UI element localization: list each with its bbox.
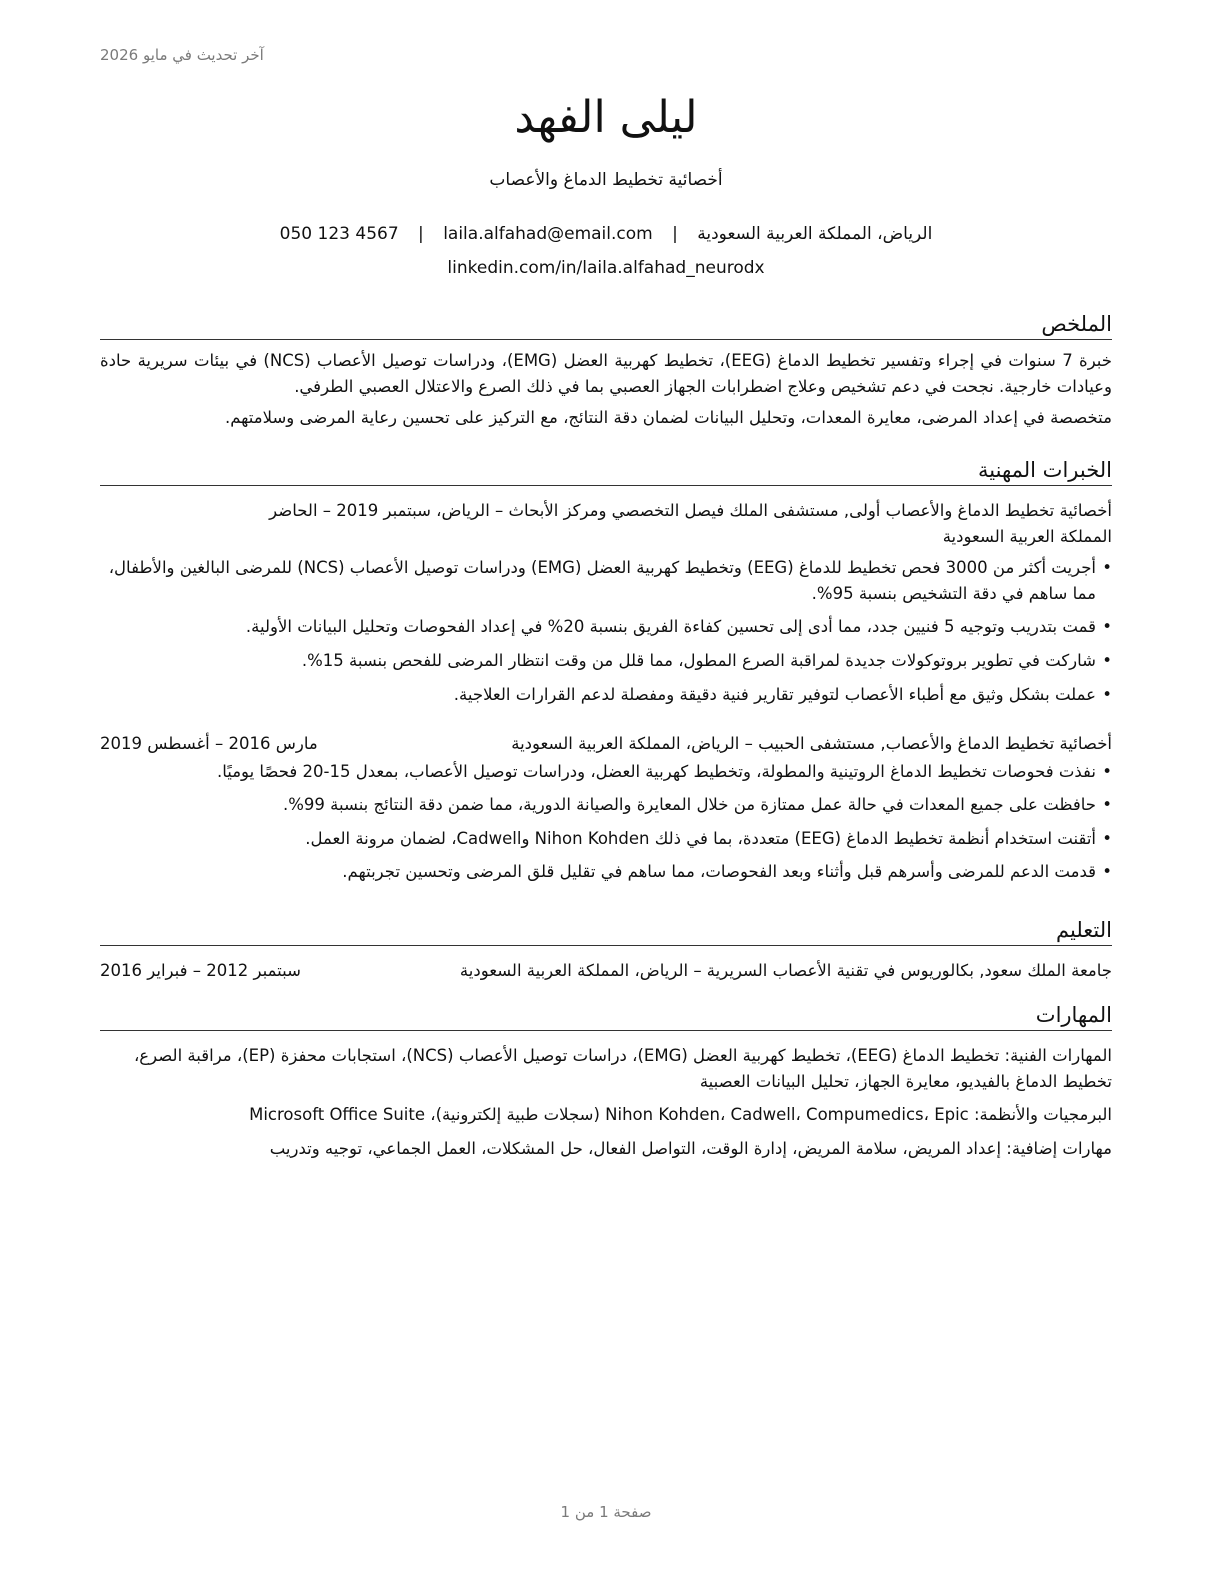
list-item: • نفذت فحوصات تخطيط الدماغ الروتينية والمطولة، وتخطيط كهربية العضل، ودراسات توصيل الأعصاب، بمعدل 15-20 فحصًا يوميًا.: [100, 759, 1112, 785]
contact-location: الرياض، المملكة العربية السعودية: [697, 224, 933, 244]
education-dates: سبتمبر 2012 – فبراير 2016: [100, 961, 301, 981]
list-item: • شاركت في تطوير بروتوكولات جديدة لمراقبة الصرع المطول، مما قلل من وقت انتظار المرضى للفحص بنسبة 15%.: [100, 648, 1112, 674]
contact-email[interactable]: laila.alfahad@email.com: [443, 224, 653, 244]
experience-section: [100, 458, 1112, 893]
list-item: • حافظت على جميع المعدات في حالة عمل ممتازة من خلال المعايرة والصيانة الدورية، مما ضمن دقة النتائج بنسبة 99%.: [100, 792, 1112, 818]
last-updated: آخر تحديث في مايو 2026: [100, 46, 264, 64]
job-bullets: [100, 759, 1112, 885]
summary-paragraph: خبرة 7 سنوات في إجراء وتفسير تخطيط الدماغ (EEG)، تخطيط كهربية العضل (EMG)، ودراسات توصيل الأعصاب (NCS) في بيئات سريرية حادة وعيادات خارجية. نجحت في دعم تشخيص وعلاج اضطرابات الجهاز العصبي بما في ذلك الصرع والاعتلال العصبي الطرفي.: [100, 351, 1112, 396]
job-bullets: [100, 555, 1112, 707]
job-dates: مارس 2016 – أغسطس 2019: [100, 734, 318, 754]
contact-line: [100, 224, 1112, 244]
list-item: • قمت بتدريب وتوجيه 5 فنيين جدد، مما أدى إلى تحسين كفاءة الفريق بنسبة 20% في إعداد الفحوصات وتحليل البيانات الأولية.: [100, 614, 1112, 640]
contact-separator: |: [418, 224, 424, 244]
education-entry: [100, 958, 1112, 984]
list-item: • قدمت الدعم للمرضى وأسرهم قبل وأثناء وبعد الفحوصات، مما ساهم في تقليل قلق المرضى وتحسين تجربتهم.: [100, 859, 1112, 885]
job-entry: [100, 731, 1112, 885]
linkedin-link[interactable]: linkedin.com/in/laila.alfahad_neurodx: [447, 258, 765, 278]
job-title: أخصائية تخطيط الدماغ والأعصاب: [489, 170, 723, 190]
skills-additional: مهارات إضافية: إعداد المريض، سلامة المريض، إدارة الوقت، التواصل الفعال، حل المشكلات، العمل الجماعي، توجيه وتدريب: [269, 1138, 1112, 1158]
contact-phone: 050 123 4567: [279, 224, 399, 244]
list-item: • أتقنت استخدام أنظمة تخطيط الدماغ (EEG) متعددة، بما في ذلك Nihon Kohden وCadwell، لضمان مرونة العمل.: [100, 826, 1112, 852]
skills-technical: المهارات الفنية: تخطيط الدماغ (EEG)، تخطيط كهربية العضل (EMG)، دراسات توصيل الأعصاب (NCS)، استجابات محفزة (EP)، مراقبة الصرع، تخطيط الدماغ بالفيديو، معايرة الجهاز، تحليل البيانات العصبية: [133, 1046, 1112, 1091]
skills-software: البرمجيات والأنظمة: Nihon Kohden، Cadwell، Compumedics، Epic (سجلات طبية إلكترونية)، Microsoft Office Suite: [249, 1105, 1112, 1125]
resume-page: [100, 0, 1112, 1584]
job-header: أخصائية تخطيط الدماغ والأعصاب, مستشفى الحبيب – الرياض، المملكة العربية السعودية: [511, 734, 1112, 754]
job-entry: [100, 498, 1112, 707]
education-section: [100, 918, 1112, 984]
contact-separator: |: [672, 224, 678, 244]
skills-section: [100, 1003, 1112, 1169]
list-item: • عملت بشكل وثيق مع أطباء الأعصاب لتوفير تقارير فنية دقيقة ومفصلة لدعم القرارات العلاجية.: [100, 682, 1112, 708]
list-item: • أجريت أكثر من 3000 فحص تخطيط للدماغ (EEG) وتخطيط كهربية العضل (EMG) ودراسات توصيل الأعصاب (NCS) للمرضى البالغين والأطفال، مما ساهم في دقة التشخيص بنسبة 95%.: [100, 555, 1112, 606]
section-heading-education: التعليم: [100, 918, 1112, 946]
job-header-location: المملكة العربية السعودية: [942, 526, 1112, 546]
education-degree: جامعة الملك سعود, بكالوريوس في تقنية الأعصاب السريرية – الرياض، المملكة العربية السعودية: [459, 961, 1112, 981]
section-heading-summary: الملخص: [100, 312, 1112, 340]
job-header: أخصائية تخطيط الدماغ والأعصاب أولى, مستشفى الملك فيصل التخصصي ومركز الأبحاث – الرياض، سبتمبر 2019 – الحاضر: [269, 501, 1112, 521]
page-number: صفحة 1 من 1: [560, 1503, 652, 1521]
summary-section: [100, 312, 1112, 431]
job-header-row: [100, 731, 1112, 757]
summary-paragraph: متخصصة في إعداد المرضى، معايرة المعدات، وتحليل البيانات لضمان دقة النتائج، مع التركيز على تحسين رعاية المرضى وسلامتهم.: [224, 408, 1112, 428]
section-heading-experience: الخبرات المهنية: [100, 458, 1112, 486]
section-heading-skills: المهارات: [100, 1003, 1112, 1031]
person-name: ليلى الفهد: [514, 92, 698, 143]
